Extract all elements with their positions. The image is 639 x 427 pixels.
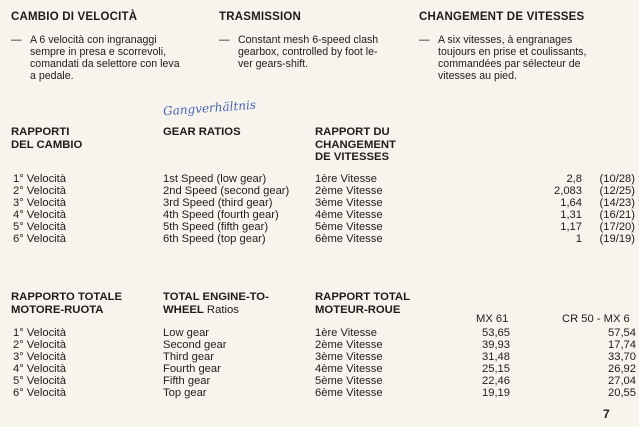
gear-row-en: 4th Speed (fourth gear) <box>163 209 279 221</box>
total-row-cr50: 20,55 <box>608 387 636 399</box>
total-row-en: Second gear <box>163 339 227 351</box>
total-row-it: 3° Velocità <box>13 351 66 363</box>
total-row-cr50: 17,74 <box>608 339 636 351</box>
gear-row-fr: 5ème Vitesse <box>315 221 383 233</box>
column-header-mx61: MX 61 <box>476 313 509 325</box>
column-header-cr50: CR 50 - MX 6 <box>562 313 630 325</box>
total-row-mx61: 22,46 <box>482 375 510 387</box>
description-it-text: A 6 velocità con ingranaggi sempre in presa e scorrevoli, comandati da selettore con leva a pedale. <box>30 34 180 82</box>
gear-row-en: 6th Speed (top gear) <box>163 233 266 245</box>
total-row-mx61: 31,48 <box>482 351 510 363</box>
description-it <box>11 34 216 88</box>
heading-rapport-changement: RAPPORT DU CHANGEMENT DE VITESSES <box>315 126 396 163</box>
heading-changement: CHANGEMENT DE VITESSES <box>419 11 585 23</box>
gear-row-teeth: (16/21) <box>599 209 635 221</box>
gear-row-it: 3° Velocità <box>13 197 66 209</box>
total-row-fr: 5ème Vitesse <box>315 375 383 387</box>
total-row-en: Fifth gear <box>163 375 211 387</box>
dash: — <box>11 34 22 46</box>
total-row-en: Fourth gear <box>163 363 221 375</box>
description-fr <box>419 34 634 88</box>
gear-row-teeth: (10/28) <box>599 173 635 185</box>
total-row-mx61: 25,15 <box>482 363 510 375</box>
description-en-text: Constant mesh 6-speed clash gearbox, controlled by foot le- ver gears-shift. <box>238 34 379 70</box>
gear-row-teeth: (17/20) <box>599 221 635 233</box>
total-row-it: 6° Velocità <box>13 387 66 399</box>
heading-transmission: TRASMISSION <box>219 11 302 23</box>
gear-row-en: 5th Speed (fifth gear) <box>163 221 269 233</box>
heading-rapporto-totale: RAPPORTO TOTALE MOTORE-RUOTA <box>11 291 123 316</box>
dash: — <box>219 34 230 46</box>
total-row-fr: 4ème Vitesse <box>315 363 383 375</box>
total-row-it: 1° Velocità <box>13 327 66 339</box>
total-row-cr50: 57,54 <box>608 327 636 339</box>
heading-rapporti-cambio: RAPPORTI DEL CAMBIO <box>11 126 83 151</box>
description-en <box>219 34 419 76</box>
gear-row-ratio: 2,083 <box>554 185 582 197</box>
gear-row-ratio: 1,31 <box>560 209 582 221</box>
total-row-en: Third gear <box>163 351 214 363</box>
gear-row-it: 5° Velocità <box>13 221 66 233</box>
heading-total-ratios-suffix: Ratios <box>203 303 239 316</box>
gear-row-it: 2° Velocità <box>13 185 66 197</box>
total-row-mx61: 19,19 <box>482 387 510 399</box>
heading-gear-ratios: GEAR RATIOS <box>163 126 241 138</box>
gear-row-fr: 4ème Vitesse <box>315 209 383 221</box>
gear-row-it: 4° Velocità <box>13 209 66 221</box>
gear-row-ratio: 1,64 <box>560 197 582 209</box>
handwritten-annotation: Gangverhältnis <box>162 97 257 119</box>
page-number: 7 <box>603 407 610 421</box>
total-row-mx61: 39,93 <box>482 339 510 351</box>
description-fr-text: A six vitesses, à engranages toujours en prise et coulissants, commandées par sélecteur de vitesses au pied. <box>438 34 587 82</box>
gear-row-fr: 2ème Vitesse <box>315 185 383 197</box>
gear-row-en: 2nd Speed (second gear) <box>163 185 290 197</box>
total-row-fr: 1ère Vitesse <box>315 327 377 339</box>
heading-rapport-total: RAPPORT TOTAL MOTEUR-ROUE <box>315 291 410 316</box>
gear-row-fr: 3ème Vitesse <box>315 197 383 209</box>
total-row-fr: 6ème Vitesse <box>315 387 383 399</box>
heading-cambio: CAMBIO DI VELOCITÀ <box>11 11 138 23</box>
gear-row-en: 3rd Speed (third gear) <box>163 197 273 209</box>
total-row-it: 2° Velocità <box>13 339 66 351</box>
gear-row-teeth: (19/19) <box>599 233 635 245</box>
total-row-cr50: 27,04 <box>608 375 636 387</box>
gear-row-ratio: 1,17 <box>560 221 582 233</box>
gear-row-ratio: 2,8 <box>566 173 582 185</box>
gear-row-en: 1st Speed (low gear) <box>163 173 267 185</box>
gear-row-fr: 6ème Vitesse <box>315 233 383 245</box>
total-row-cr50: 26,92 <box>608 363 636 375</box>
heading-total-engine-to-wheel <box>163 291 269 316</box>
total-row-en: Top gear <box>163 387 207 399</box>
gear-row-it: 6° Velocità <box>13 233 66 245</box>
total-row-it: 4° Velocità <box>13 363 66 375</box>
gear-row-teeth: (14/23) <box>599 197 635 209</box>
gear-row-it: 1° Velocità <box>13 173 66 185</box>
total-row-fr: 2ème Vitesse <box>315 339 383 351</box>
gear-row-fr: 1ère Vitesse <box>315 173 377 185</box>
total-row-en: Low gear <box>163 327 210 339</box>
dash: — <box>419 34 430 46</box>
total-row-it: 5° Velocità <box>13 375 66 387</box>
gear-row-ratio: 1 <box>575 233 582 245</box>
total-row-mx61: 53,65 <box>482 327 510 339</box>
total-row-fr: 3ème Vitesse <box>315 351 383 363</box>
heading-total-engine-bold: TOTAL ENGINE-TO- WHEEL <box>163 291 269 316</box>
total-row-cr50: 33,70 <box>608 351 636 363</box>
gear-row-teeth: (12/25) <box>599 185 635 197</box>
